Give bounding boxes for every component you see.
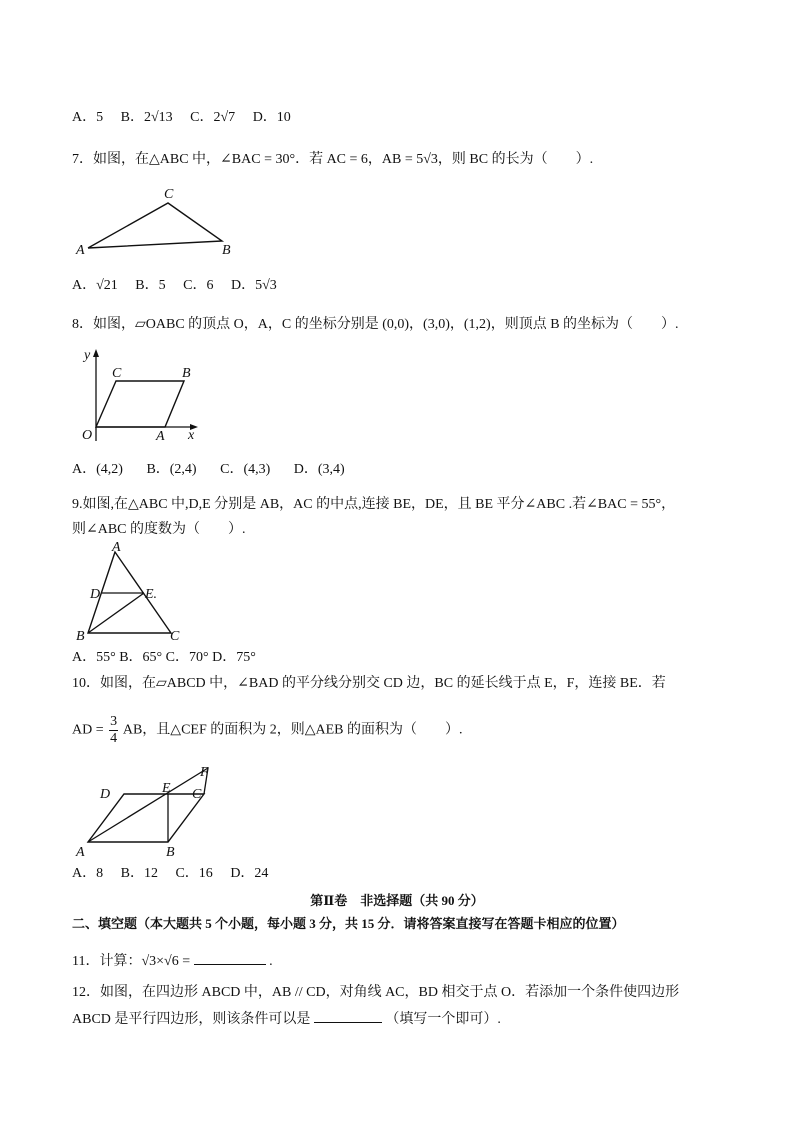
q10-label-b: B [166,845,175,860]
q7-stem: 7．如图，在△ABC 中，∠BAC = 30°．若 AC = 6，AB = 5√3，则 BC 的长为（ ）. [72,152,594,167]
q7-label-b: B [222,243,231,258]
q10-stem-line1: 10．如图，在▱ABCD 中，∠BAD 的平分线分别交 CD 边，BC 的延长线于点 E，F，连接 BE．若 [72,676,666,691]
q9-label-e: E. [145,587,158,602]
q9-stem-line2: 则∠ABC 的度数为（ ）. [72,522,246,537]
q7-option-c: C．6 [183,278,214,293]
q9-label-c: C [170,629,180,644]
q11-end: . [269,954,273,969]
q9-stem-line1: 9.如图,在△ABC 中,D,E 分别是 AB，AC 的中点,连接 BE，DE，且 BE 平分∠ABC .若∠BAC = 55°， [72,497,676,512]
q8-label-a: A [156,429,165,444]
q9-options: A．55° B．65° C．70° D．75° [72,650,256,665]
q10-fraction [109,714,118,747]
q8-label-c: C [112,366,122,381]
q10-parallelogram-figure [72,760,222,860]
q10-stem-line2 [72,714,463,747]
q7-label-c: C [164,187,174,202]
q8-label-y: y [84,348,91,363]
q7-options [72,276,291,296]
q8-options [72,460,365,480]
q9-label-a: A [112,540,121,555]
q8-label-b: B [182,366,191,381]
q10-option-b: B．12 [120,866,158,881]
q8-label-o: O [82,428,93,443]
q10-fraction-numerator: 3 [110,714,118,729]
q8-option-d: D．(3,4) [293,462,345,477]
fill-in-section-heading: 二、填空题（本大题共 5 个小题，每小题 3 分，共 15 分．请将答案直接写在答题卡相应的位置） [72,916,625,931]
q11-answer-blank[interactable] [194,950,266,965]
q8-option-a: A．(4,2) [72,462,123,477]
q9-label-d: D [90,587,101,602]
q6-option-d: D．10 [252,110,291,125]
q10-label-f: F [200,765,209,780]
q10-option-c: C．16 [175,866,213,881]
q7-option-a: A．√21 [72,278,118,293]
q12-stem-line1: 12．如图，在四边形 ABCD 中，AB // CD，对角线 AC，BD 相交于点 O．若添加一个条件使四边形 [72,985,680,1000]
q11-line [72,950,273,972]
q12-stem-line2 [72,1008,501,1030]
q8-option-b: B．(2,4) [146,462,197,477]
q6-option-c: C．2√7 [190,110,236,125]
q6-options [72,108,305,128]
q7-option-b: B．5 [135,278,166,293]
q10-options [72,864,282,884]
q10-option-a: A．8 [72,866,104,881]
q6-option-b: B．2√13 [120,110,173,125]
q11-stem: 11．计算：√3×√6 = [72,954,191,969]
q8-stem: 8．如图，▱OABC 的顶点 O，A，C 的坐标分别是 (0,0)，(3,0)，(1,2)，则顶点 B 的坐标为（ ）. [72,317,679,332]
q6-option-a: A．5 [72,110,104,125]
q12-stem-suffix: （填写一个即可）. [385,1012,501,1027]
q10-option-d: D．24 [230,866,269,881]
q9-triangle-figure [72,540,192,644]
q10-label-e: E [162,781,171,796]
q8-coordinate-figure [72,345,208,445]
q7-option-d: D．5√3 [230,278,277,293]
section-ii-title: 第Ⅱ卷 非选择题（共 90 分） [310,893,484,908]
q10-fraction-denominator: 4 [110,731,118,746]
q9-label-b: B [76,629,85,644]
q12-answer-blank[interactable] [314,1008,382,1023]
q8-option-c: C．(4,3) [220,462,271,477]
q10-label-d: D [100,787,111,802]
q7-triangle-figure [72,182,242,258]
q10-label-c: C [192,787,202,802]
q10-label-a: A [76,845,85,860]
q8-label-x: x [188,428,195,443]
q12-stem-prefix: ABCD 是平行四边形，则该条件可以是 [72,1012,311,1027]
q10-ab-condition: AB，且△CEF 的面积为 2，则△AEB 的面积为（ ）. [122,722,463,738]
q7-label-a: A [76,243,85,258]
q10-ad-equals: AD = [72,722,104,738]
